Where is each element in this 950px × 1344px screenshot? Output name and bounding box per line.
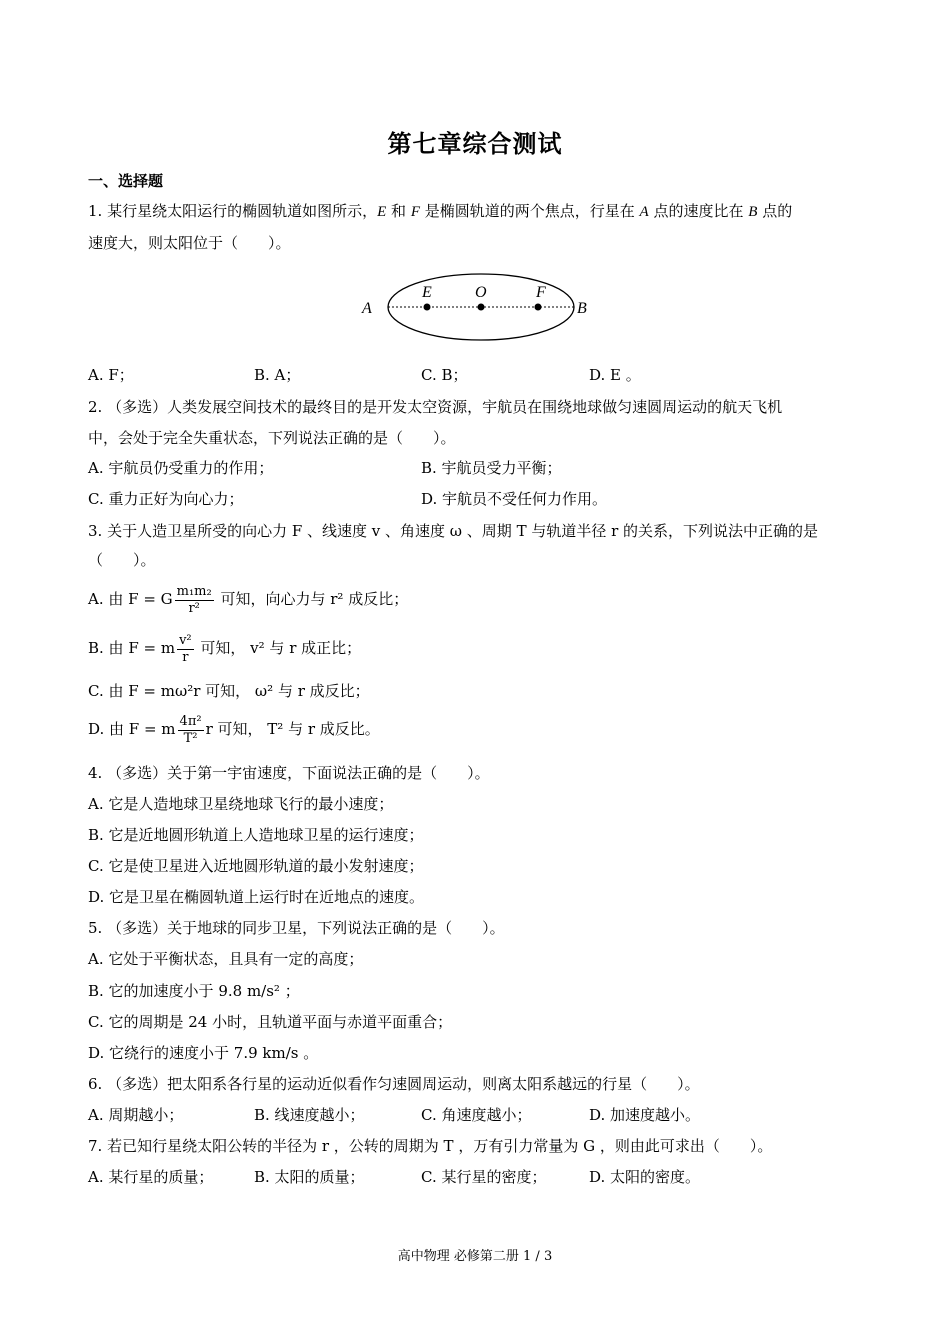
q4-option-d[interactable]: D. 它是卫星在椭圆轨道上运行时在近地点的速度。	[88, 888, 425, 906]
q2-line2: 中，会处于完全失重状态，下列说法正确的是（ ）。	[88, 429, 456, 447]
q2-option-b[interactable]: B. 宇航员受力平衡；	[421, 459, 562, 477]
fraction-gravity: $\frac{\text{m₁m₂}}{\text{r²}}$	[176, 583, 212, 616]
q3-option-b[interactable]: B. 由 F = m $\frac{\text{v²}}{r}$ 可知， v² 与 r 成正比；	[88, 632, 362, 665]
ellipse-orbit-diagram	[350, 272, 600, 352]
label-a: A	[362, 300, 372, 317]
q5-option-c[interactable]: C. 它的周期是 24 小时，且轨道平面与赤道平面重合；	[88, 1013, 453, 1031]
label-o: O	[475, 284, 487, 301]
q6-option-b[interactable]: B. 线速度越小；	[254, 1106, 365, 1124]
label-b: B	[577, 300, 587, 317]
q2-option-a[interactable]: A. 宇航员仍受重力的作用；	[88, 459, 274, 477]
q3-line2: （ ）。	[88, 551, 156, 569]
q4-option-c[interactable]: C. 它是使卫星进入近地圆形轨道的最小发射速度；	[88, 857, 424, 875]
q2-line1: 2. （多选）人类发展空间技术的最终目的是开发太空资源，宇航员在围绕地球做匀速圆周运动的航天飞机	[88, 398, 783, 416]
q2-option-c[interactable]: C. 重力正好为向心力；	[88, 490, 244, 508]
q3-option-c[interactable]: C. 由 F = mω²r 可知， ω² 与 r 成反比；	[88, 682, 370, 700]
q6-option-c[interactable]: C. 角速度越小；	[421, 1106, 532, 1124]
q1-option-b[interactable]: B. A；	[254, 366, 301, 384]
q1-option-c[interactable]: C. B；	[421, 366, 468, 384]
fraction-velocity: $\frac{\text{v²}}{r}$	[179, 632, 192, 665]
q6-option-d[interactable]: D. 加速度越小。	[589, 1106, 701, 1124]
label-f: F	[536, 284, 546, 301]
q4-line1: 4. （多选）关于第一宇宙速度，下面说法正确的是（ ）。	[88, 764, 490, 782]
q5-option-b[interactable]: B. 它的加速度小于 9.8 m/s² ；	[88, 982, 300, 1000]
q6-line1: 6. （多选）把太阳系各行星的运动近似看作匀速圆周运动，则离太阳系越远的行星（ ）。	[88, 1075, 700, 1093]
q3-line1: 3. 关于人造卫星所受的向心力 F 、线速度 v 、角速度 ω 、周期 T 与轨道半径 r 的关系，下列说法中正确的是	[88, 522, 819, 540]
focus-f-point	[535, 304, 542, 311]
fraction-period: $\frac{\text{4π²}}{\text{T²}}$	[179, 713, 202, 746]
q7-option-d[interactable]: D. 太阳的密度。	[589, 1168, 701, 1186]
q1-option-a[interactable]: A. F；	[88, 366, 134, 384]
q1-line2: 速度大，则太阳位于（ ）。	[88, 234, 291, 252]
q5-line1: 5. （多选）关于地球的同步卫星，下列说法正确的是（ ）。	[88, 919, 505, 937]
page-footer: 高中物理 必修第二册 1 / 3	[397, 1249, 553, 1264]
q4-option-a[interactable]: A. 它是人造地球卫星绕地球飞行的最小速度；	[88, 795, 394, 813]
section-heading: 一、选择题	[88, 172, 164, 190]
q2-option-d[interactable]: D. 宇航员不受任何力作用。	[421, 490, 608, 508]
focus-e-point	[424, 304, 431, 311]
q5-option-d[interactable]: D. 它绕行的速度小于 7.9 km/s 。	[88, 1044, 319, 1062]
label-e: E	[422, 284, 432, 301]
q1-option-d[interactable]: D. E 。	[589, 366, 641, 384]
q7-option-a[interactable]: A. 某行星的质量；	[88, 1168, 214, 1186]
q7-option-b[interactable]: B. 太阳的质量；	[254, 1168, 365, 1186]
q5-option-a[interactable]: A. 它处于平衡状态，且具有一定的高度；	[88, 950, 364, 968]
q1-line1: 1. 某行星绕太阳运行的椭圆轨道如图所示，E 和 F 是椭圆轨道的两个焦点，行星在 A 点的速度比在 B 点的	[88, 202, 793, 220]
center-o-point	[478, 304, 485, 311]
q6-option-a[interactable]: A. 周期越小；	[88, 1106, 184, 1124]
q3-option-a[interactable]: A. 由 F = G $\frac{\text{m₁m₂}}{\text{r²}}$ 可知，向心力与 r² 成反比；	[88, 583, 409, 616]
q4-option-b[interactable]: B. 它是近地圆形轨道上人造地球卫星的运行速度；	[88, 826, 424, 844]
q3-option-d[interactable]: D. 由 F = m $\frac{\text{4π²}}{\text{T²}}$ r 可知， T² 与 r 成反比。	[88, 713, 380, 746]
q7-line1: 7. 若已知行星绕太阳公转的半径为 r ，公转的周期为 T ，万有引力常量为 G ，则由此可求出（ ）。	[88, 1137, 773, 1155]
q7-option-c[interactable]: C. 某行星的密度；	[421, 1168, 547, 1186]
page-title: 第七章综合测试	[387, 129, 563, 158]
